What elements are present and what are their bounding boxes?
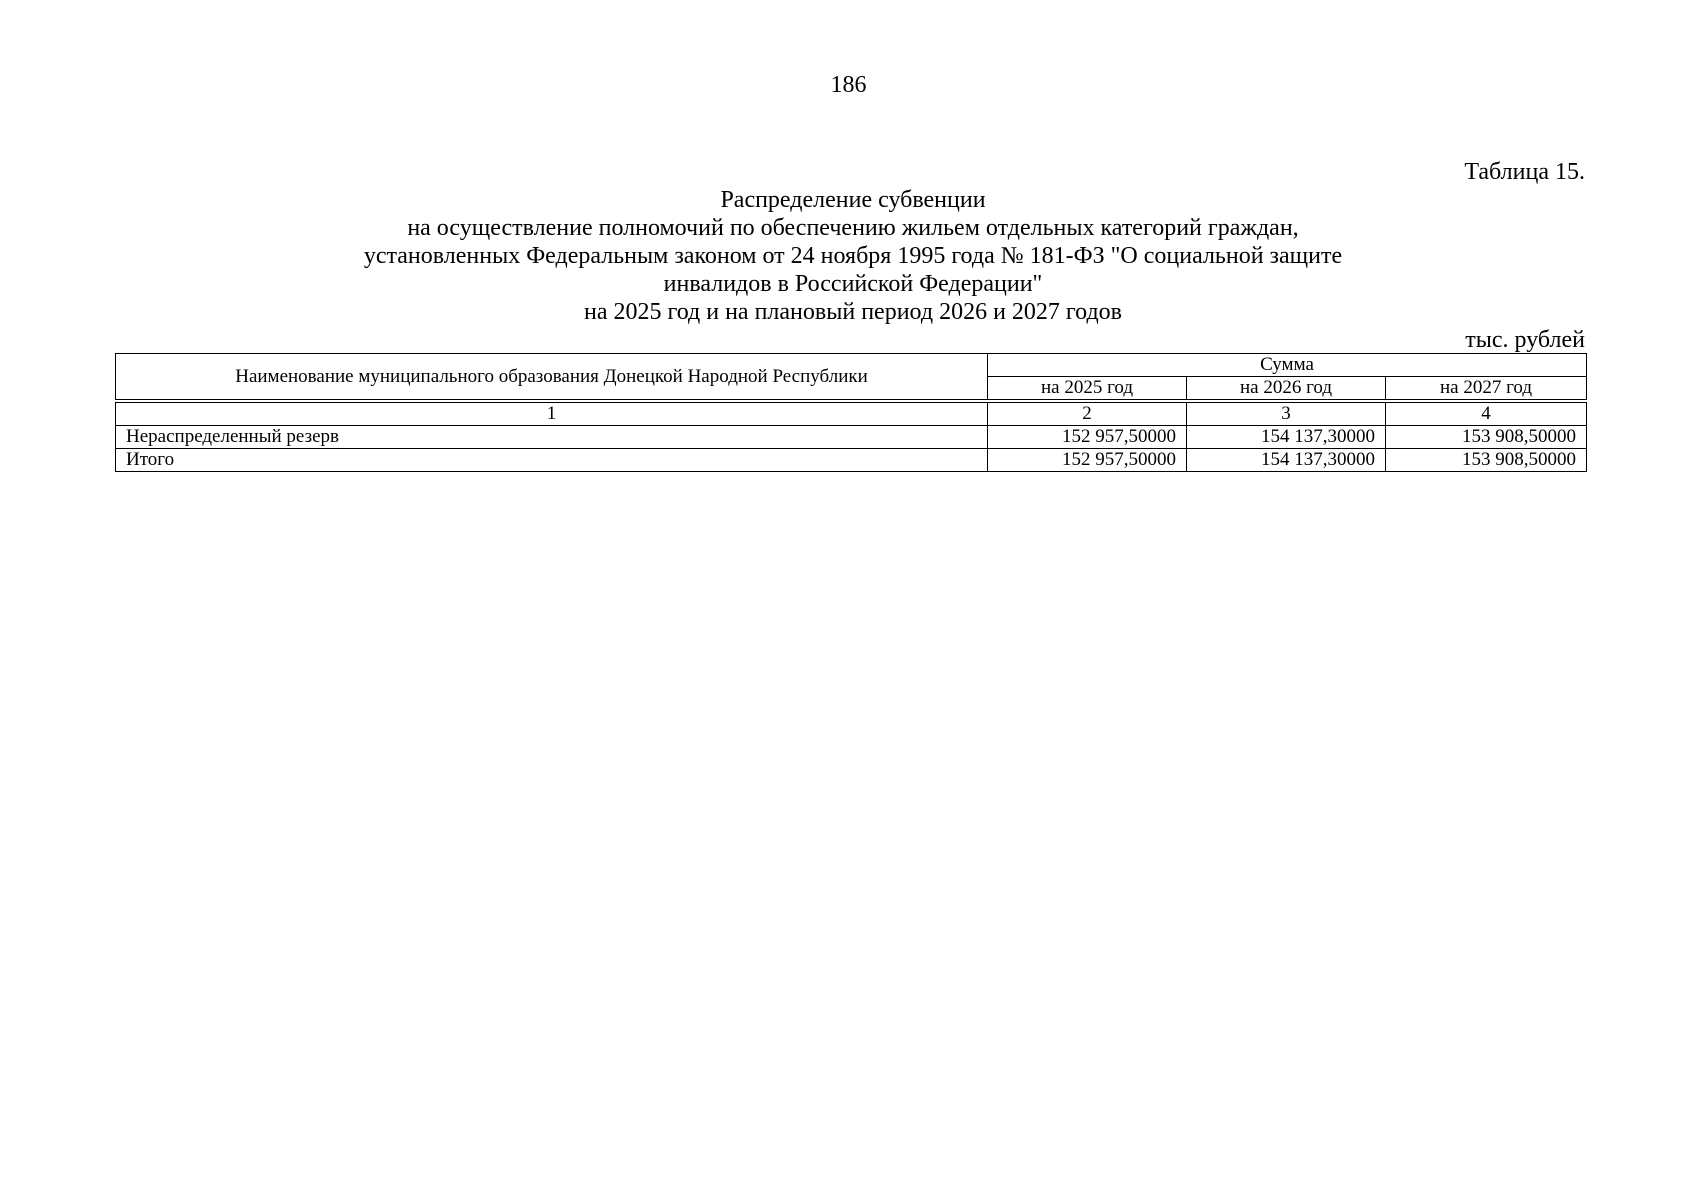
row-value-2026: 154 137,30000: [1187, 426, 1386, 449]
table-row-total: [116, 449, 1587, 472]
row-name: Нераспределенный резерв: [116, 426, 988, 449]
title-line: на осуществление полномочий по обеспечению жильем отдельных категорий граждан,: [407, 215, 1299, 241]
title-line: инвалидов в Российской Федерации": [663, 271, 1043, 297]
column-number: 1: [116, 403, 988, 426]
header-name-cell: Наименование муниципального образования Донецкой Народной Республики: [116, 354, 988, 400]
title-line: установленных Федеральным законом от 24 ноября 1995 года № 181-ФЗ "О социальной защите: [363, 243, 1343, 269]
header-sum-cell: Сумма: [988, 354, 1587, 377]
column-number: 2: [988, 403, 1187, 426]
subvention-table: [115, 353, 1586, 472]
row-value-2025: 152 957,50000: [988, 426, 1187, 449]
header-year-2026: на 2026 год: [1187, 377, 1386, 400]
header-year-2027: на 2027 год: [1386, 377, 1587, 400]
document-title: [200, 186, 1506, 326]
table-row: [116, 426, 1587, 449]
title-line: Распределение субвенции: [720, 187, 986, 213]
row-value-2027: 153 908,50000: [1386, 449, 1587, 472]
units-label: тыс. рублей: [1465, 327, 1585, 353]
row-value-2025: 152 957,50000: [988, 449, 1187, 472]
column-number-row: [116, 403, 1587, 426]
title-line: на 2025 год и на плановый период 2026 и 2027 годов: [583, 299, 1123, 325]
column-number: 4: [1386, 403, 1587, 426]
page-number: 186: [830, 72, 867, 98]
row-value-2027: 153 908,50000: [1386, 426, 1587, 449]
row-value-2026: 154 137,30000: [1187, 449, 1386, 472]
row-name: Итого: [116, 449, 988, 472]
column-number: 3: [1187, 403, 1386, 426]
header-row-1: [116, 354, 1587, 377]
header-year-2025: на 2025 год: [988, 377, 1187, 400]
table-label: Таблица 15.: [1464, 159, 1585, 185]
